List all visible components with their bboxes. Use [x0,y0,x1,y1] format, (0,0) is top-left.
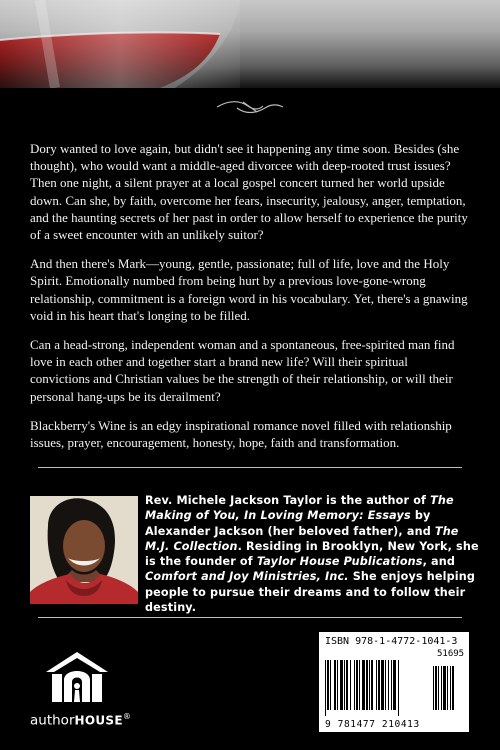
barcode-addon-bar [452,666,454,710]
barcode-addon-bar [447,666,448,710]
barcode-addon-bar [438,666,439,710]
blurb-paragraph: Dory wanted to love again, but didn't see it happening any time soon. Besides (she thought), who would want a middle-aged divorcee with deep-rooted trust issues? Then one night, a silent prayer at a local gospel concert turned her world upside down. Can she, by faith, overcome her fears, insecurity, jealousy, anger, temptation, and the haunting secrets of her past in order to allow herself to experience the purity of a sweet encounter with an unlikely suitor? [30,141,468,243]
barcode-bar [385,660,386,710]
barcode-addon-bar [433,666,434,710]
authorhouse-logo-icon [44,650,110,708]
isbn-number: ISBN 978-1-4772-1041-3 [325,636,458,647]
book-blurb [30,140,470,463]
publisher-name-part: author [30,712,75,729]
barcode-bar [325,660,326,716]
publisher-name-part: HOUSE [74,713,123,728]
barcode-bar [362,660,365,710]
bio-text: by Alexander Jackson (her beloved father), and [145,509,435,538]
author-bio [145,493,480,615]
author-photo [30,496,138,604]
barcode-addon-bar [441,666,442,710]
author-name: Rev. Michele Jackson Taylor [145,494,322,507]
bio-text: She enjoys helping people to pursue their dreams and to follow their destiny. [145,570,476,615]
bio-text: , and [422,555,456,569]
barcode-bar [371,660,373,710]
barcode-bar [366,660,368,710]
blurb-paragraph: Blackberry's Wine is an edgy inspirational romance novel filled with relationship issues, prayer, encouragement, honesty, hope, faith and transformation. [30,417,452,451]
blurb-paragraph: Can a head-strong, independent woman and a spontaneous, free-spirited man find love in each other and together start a brand new life? Will their spiritual convictions and Christian values be the strength of their relationship, or will their personal hang-ups be its derailment? [30,337,455,404]
organization-name: Taylor House Publications [256,555,423,569]
barcode-bar [376,660,377,710]
barcode-bar [354,660,355,710]
barcode-bar [327,660,329,710]
barcode-addon-bar [443,666,446,710]
barcode-bar [334,660,336,710]
barcode-bar [340,660,343,710]
barcode-bar [356,660,358,710]
barcode-addon-bar [435,666,437,710]
section-divider [38,467,462,468]
isbn-barcode [319,632,469,732]
book-title: The M.J. Collection [145,524,459,553]
barcode-bar [350,660,351,710]
barcode-bar [398,660,399,716]
ornament-divider [215,98,285,116]
barcode-bar [381,660,384,710]
registered-mark: ® [122,712,131,721]
barcode-bar [388,660,389,710]
bio-text: . Residing in Brooklyn, New York, she is the founder of [145,539,479,569]
barcode-bar [359,660,360,710]
section-divider [38,617,462,618]
barcode-bar [369,660,370,710]
barcode-bar [344,660,345,710]
barcode-bar [337,660,338,710]
barcode-bar [346,660,348,710]
bio-text: is the author of [321,494,431,507]
ean-number: 9 781477 210413 [325,719,420,730]
blurb-paragraph: And then there's Mark—young, gentle, passionate; full of life, love and the Holy Spirit. Emotionally numbed from being hurt by a previous love-gone-wrong relationship, commitment is a foreign word in his vocabulary. Yet, there's a gnawing void in his heart that's longing to be filled. [30,256,468,323]
barcode-addon-bar [450,666,451,710]
publisher-logo [30,650,138,736]
wine-glass-photo [0,0,500,88]
price-code: 51695 [437,649,465,659]
barcode-bars [325,660,463,718]
book-title: The Making of You, In Loving Memory: Essays [145,494,454,523]
barcode-bar [393,660,396,710]
barcode-bar [330,660,331,710]
barcode-bar [378,660,380,710]
publisher-name [30,712,150,729]
barcode-bar [391,660,392,710]
organization-name: Comfort and Joy Ministries, Inc. [145,570,349,584]
